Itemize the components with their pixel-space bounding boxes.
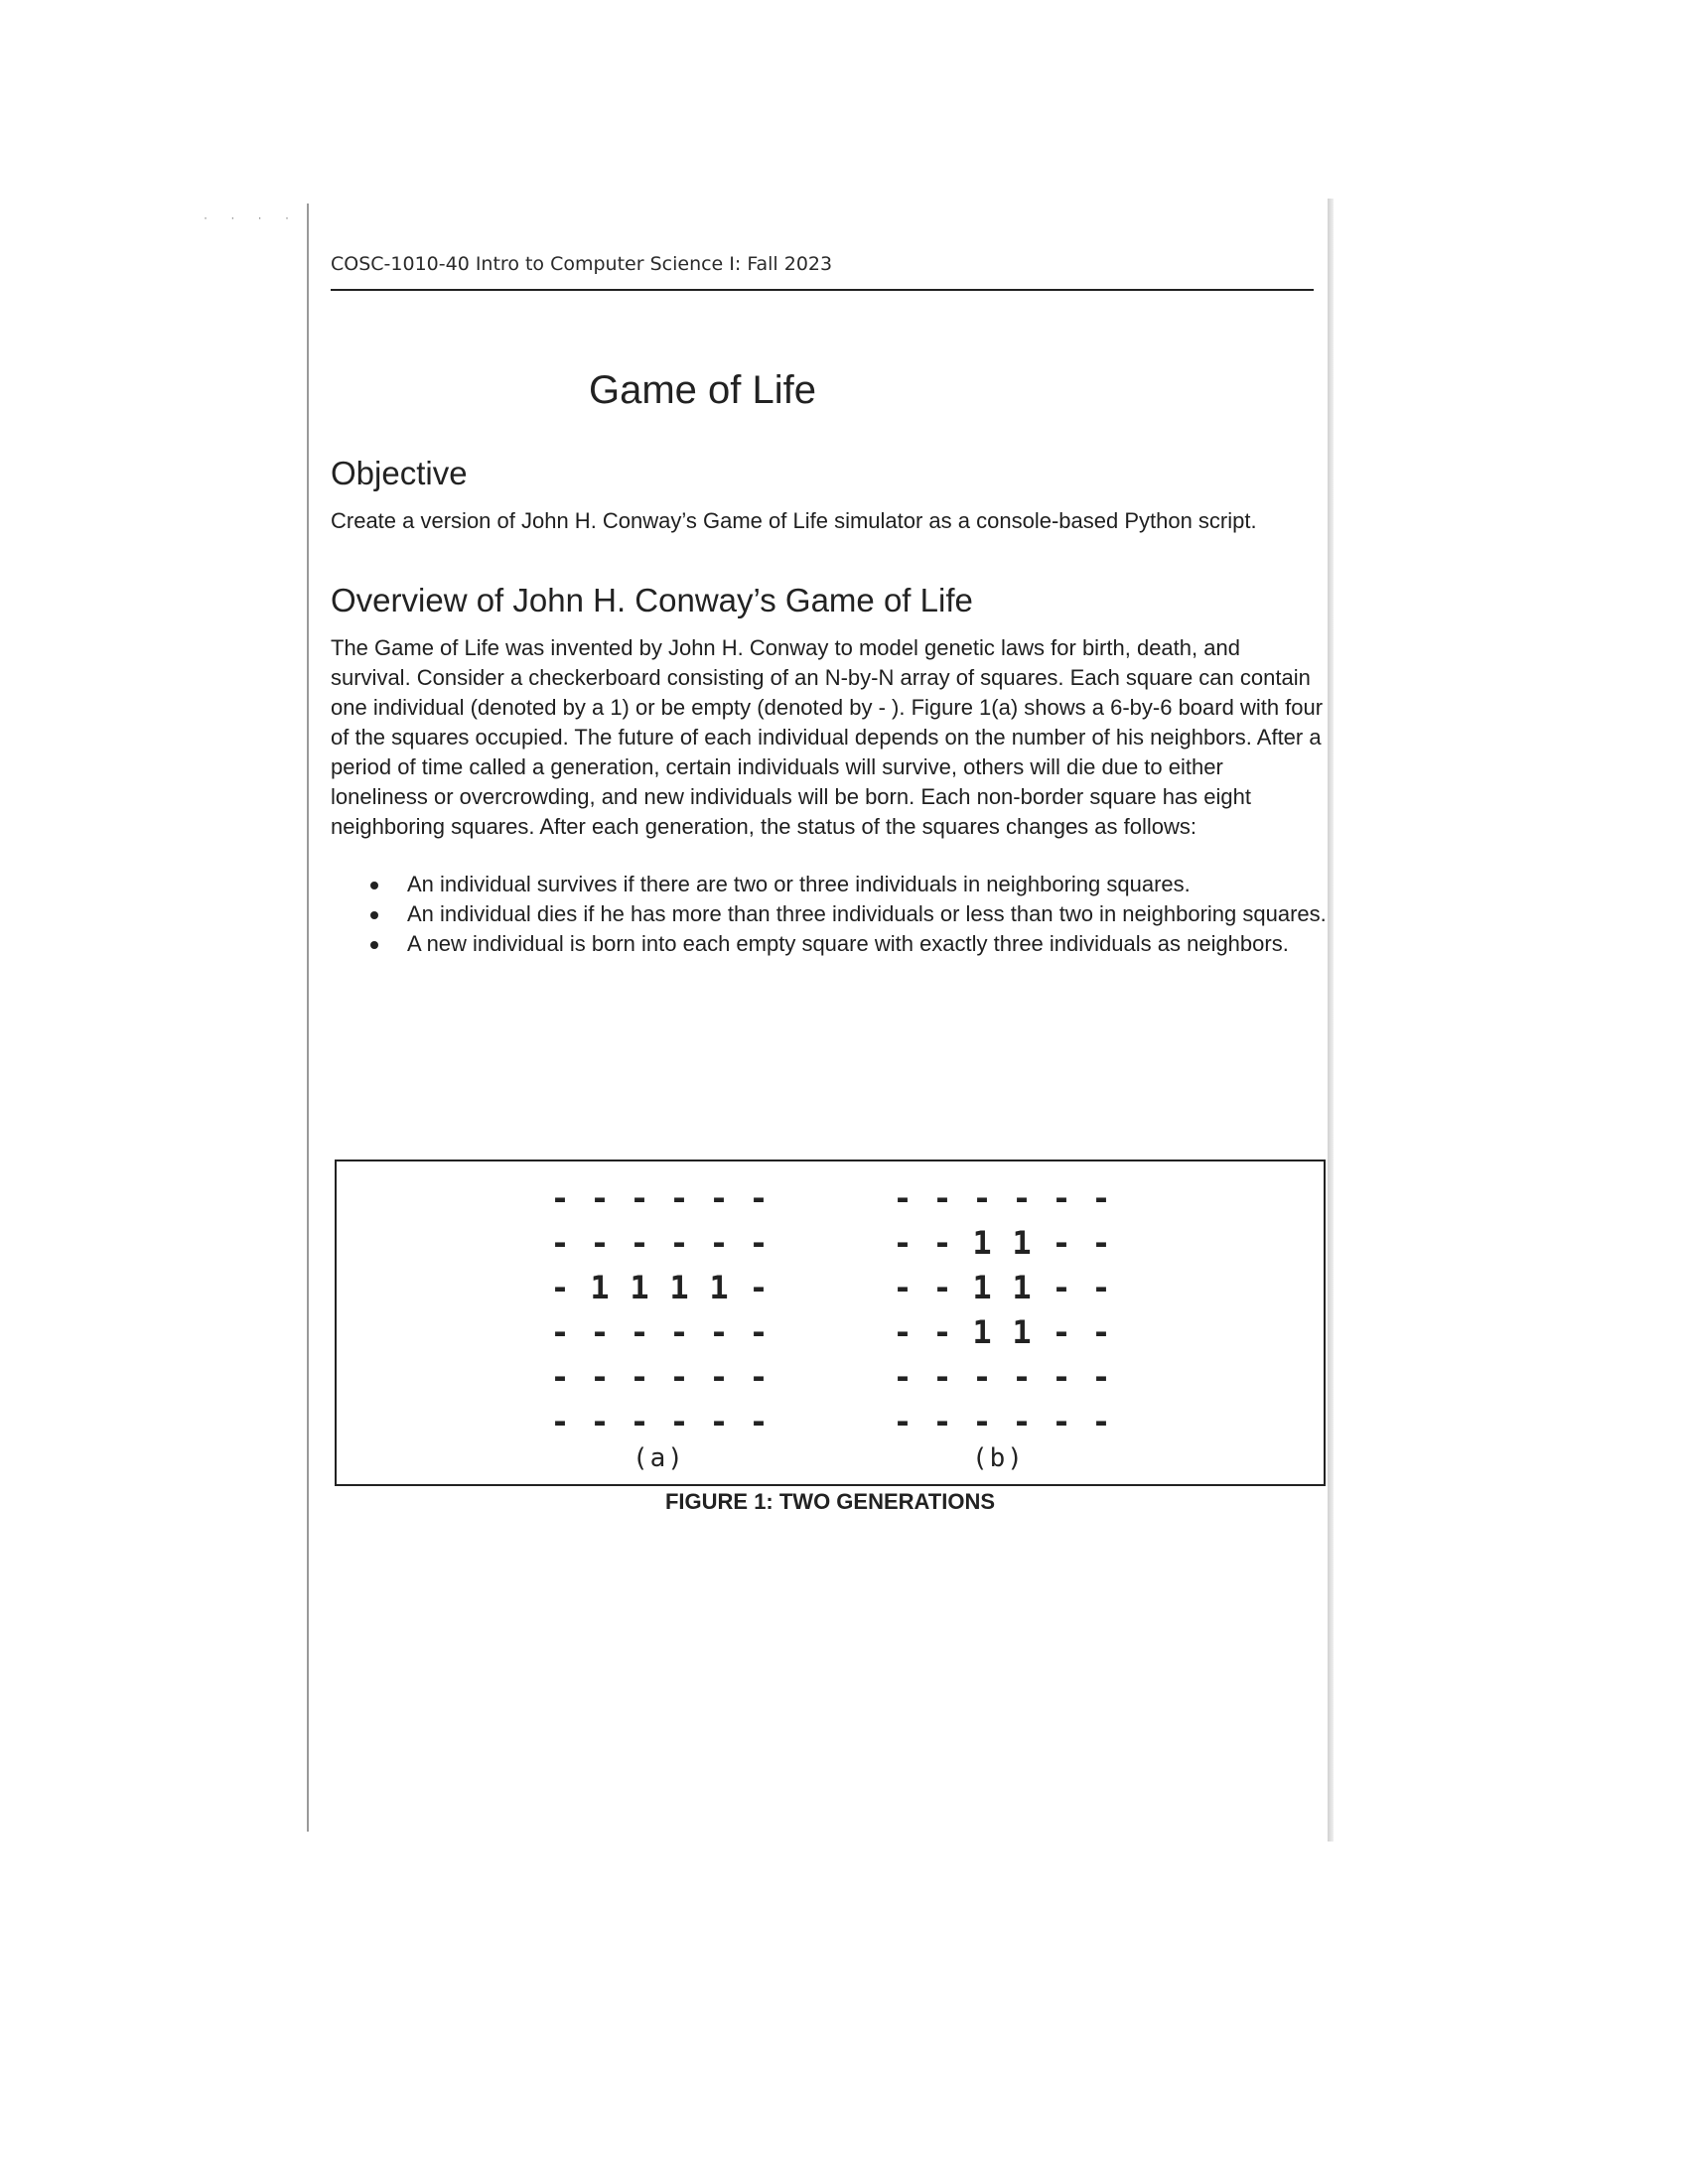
grid-cell-empty: - xyxy=(1052,1268,1071,1306)
figure-box xyxy=(335,1160,1326,1486)
grid-cell-empty: - xyxy=(1012,1178,1032,1217)
grid-cell-occupied: 1 xyxy=(1012,1312,1032,1351)
grid-cell-empty: - xyxy=(1012,1357,1032,1396)
grid-cell-empty: - xyxy=(1052,1402,1071,1440)
grid-cell-empty: - xyxy=(590,1178,610,1217)
rules-list xyxy=(331,870,1327,959)
grid-cell-empty: - xyxy=(893,1268,913,1306)
grid-cell-empty: - xyxy=(550,1268,570,1306)
bullet-icon xyxy=(370,941,378,949)
grid-row xyxy=(540,1265,778,1309)
grid-row xyxy=(883,1265,1121,1309)
grid-a-label: (a) xyxy=(633,1443,685,1473)
grid-cell-occupied: 1 xyxy=(972,1312,992,1351)
grid-cell-empty: - xyxy=(590,1357,610,1396)
grid-cell-empty: - xyxy=(709,1402,729,1440)
grid-row xyxy=(540,1309,778,1354)
grid-cell-empty: - xyxy=(669,1178,689,1217)
grid-cell-empty: - xyxy=(749,1357,769,1396)
grid-cell-empty: - xyxy=(590,1312,610,1351)
rule-text: A new individual is born into each empty square with exactly three individuals as neighbors. xyxy=(407,931,1289,956)
grid-cell-empty: - xyxy=(972,1402,992,1440)
grid-cell-empty: - xyxy=(630,1402,649,1440)
grid-row xyxy=(883,1399,1121,1443)
grid-cell-empty: - xyxy=(590,1223,610,1262)
grid-cell-empty: - xyxy=(709,1357,729,1396)
grid-cell-empty: - xyxy=(1091,1312,1111,1351)
grid-cell-occupied: 1 xyxy=(590,1268,610,1306)
grid-cell-empty: - xyxy=(1052,1357,1071,1396)
grid-cell-empty: - xyxy=(590,1402,610,1440)
grid-cell-empty: - xyxy=(1012,1402,1032,1440)
grid-cell-occupied: 1 xyxy=(1012,1223,1032,1262)
grid-cell-empty: - xyxy=(709,1312,729,1351)
course-header: COSC-1010-40 Intro to Computer Science I: Fall 2023 xyxy=(331,253,1314,291)
grid-cell-empty: - xyxy=(893,1402,913,1440)
grid-cell-empty: - xyxy=(893,1312,913,1351)
grid-cell-empty: - xyxy=(630,1312,649,1351)
grid-cell-occupied: 1 xyxy=(630,1268,649,1306)
grid-cell-empty: - xyxy=(669,1312,689,1351)
scan-edge-right xyxy=(1328,199,1334,1842)
grid-cell-empty: - xyxy=(1052,1223,1071,1262)
grid-cell-empty: - xyxy=(550,1312,570,1351)
grid-cell-empty: - xyxy=(1091,1357,1111,1396)
grid-row xyxy=(883,1220,1121,1265)
rule-text: An individual dies if he has more than three individuals or less than two in neighboring squares. xyxy=(407,901,1327,926)
grid-cell-occupied: 1 xyxy=(972,1223,992,1262)
grid-cell-empty: - xyxy=(550,1402,570,1440)
grid-row xyxy=(883,1309,1121,1354)
grid-cell-empty: - xyxy=(749,1268,769,1306)
grid-cell-empty: - xyxy=(1052,1178,1071,1217)
grid-cell-empty: - xyxy=(630,1178,649,1217)
grid-cell-empty: - xyxy=(932,1402,952,1440)
grid-row xyxy=(540,1354,778,1399)
rule-birth xyxy=(331,929,1331,959)
grid-cell-empty: - xyxy=(749,1402,769,1440)
bullet-icon xyxy=(370,911,378,919)
grid-cell-empty: - xyxy=(669,1402,689,1440)
grid-cell-empty: - xyxy=(893,1357,913,1396)
grid-cell-occupied: 1 xyxy=(1012,1268,1032,1306)
document-page xyxy=(331,253,1327,959)
grid-cell-empty: - xyxy=(932,1178,952,1217)
objective-heading: Objective xyxy=(331,455,468,491)
grid-cell-empty: - xyxy=(1091,1402,1111,1440)
grid-cell-empty: - xyxy=(972,1178,992,1217)
grid-cell-occupied: 1 xyxy=(669,1268,689,1306)
grid-b-label: (b) xyxy=(972,1443,1025,1473)
grid-cell-empty: - xyxy=(550,1178,570,1217)
grid-cell-empty: - xyxy=(932,1268,952,1306)
grid-cell-empty: - xyxy=(1091,1268,1111,1306)
grid-cell-empty: - xyxy=(749,1312,769,1351)
grid-cell-empty: - xyxy=(550,1357,570,1396)
overview-text: The Game of Life was invented by John H. Conway to model genetic laws for birth, death, and survival. Consider a checkerboard consisting of an N-by-N array of squares. Each square can contain one individual (denoted by a 1) or be empty (denoted by - ). Figure 1(a) shows a 6-by-6 board with four of the squares occupied. The future of each individual depends on the number of his neighbors. After a period of time called a generation, certain individuals will survive, others will die due to either loneliness or overcrowding, and new individuals will be born. Each non-border square has eight neighboring squares. After each generation, the status of the squares changes as follows: xyxy=(331,635,1324,839)
grid-cell-empty: - xyxy=(630,1223,649,1262)
objective-text: Create a version of John H. Conway’s Game of Life simulator as a console-based Python script. xyxy=(331,508,1257,533)
grid-cell-empty: - xyxy=(630,1357,649,1396)
grid-b xyxy=(883,1175,1121,1443)
grid-cell-empty: - xyxy=(749,1178,769,1217)
grid-cell-empty: - xyxy=(1052,1312,1071,1351)
bullet-icon xyxy=(370,882,378,889)
grid-cell-empty: - xyxy=(1091,1223,1111,1262)
grid-cell-empty: - xyxy=(749,1223,769,1262)
rule-text: An individual survives if there are two or three individuals in neighboring squares. xyxy=(407,872,1191,896)
figure-caption: FIGURE 1: TWO GENERATIONS xyxy=(664,1489,996,1514)
scan-specks-decoration: · · · · xyxy=(204,210,299,224)
grid-cell-empty: - xyxy=(893,1178,913,1217)
grid-cell-empty: - xyxy=(972,1357,992,1396)
grid-cell-empty: - xyxy=(669,1223,689,1262)
grid-row xyxy=(540,1399,778,1443)
grid-cell-empty: - xyxy=(709,1178,729,1217)
grid-cell-empty: - xyxy=(709,1223,729,1262)
grid-cell-occupied: 1 xyxy=(709,1268,729,1306)
grid-a xyxy=(540,1175,778,1443)
rule-die xyxy=(331,899,1331,929)
grid-cell-empty: - xyxy=(932,1312,952,1351)
scan-edge-left xyxy=(307,204,309,1832)
rule-survive xyxy=(331,870,1331,899)
overview-heading: Overview of John H. Conway’s Game of Life xyxy=(331,582,973,618)
document-title: Game of Life xyxy=(589,368,817,412)
grid-cell-occupied: 1 xyxy=(972,1268,992,1306)
grid-cell-empty: - xyxy=(1091,1178,1111,1217)
grid-row xyxy=(540,1220,778,1265)
grid-cell-empty: - xyxy=(932,1223,952,1262)
grid-row xyxy=(883,1354,1121,1399)
grid-row xyxy=(540,1175,778,1220)
grid-cell-empty: - xyxy=(550,1223,570,1262)
grid-cell-empty: - xyxy=(893,1223,913,1262)
grid-cell-empty: - xyxy=(932,1357,952,1396)
grid-row xyxy=(883,1175,1121,1220)
grid-cell-empty: - xyxy=(669,1357,689,1396)
